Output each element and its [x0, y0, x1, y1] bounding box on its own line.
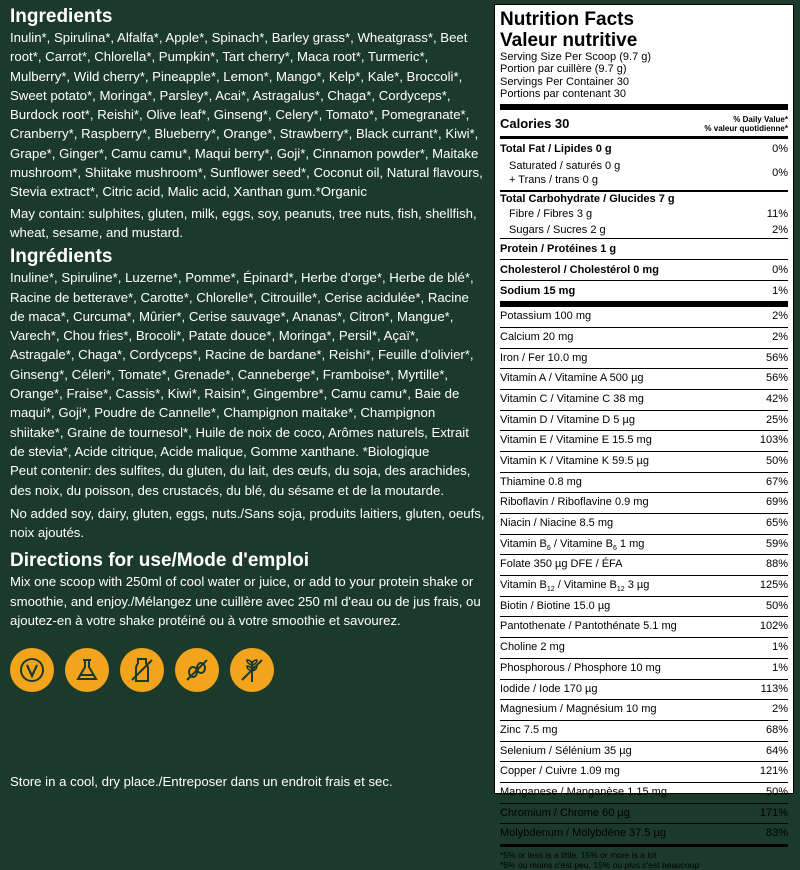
nutrient-label: Manganese / Manganèse 1.15 mg — [500, 785, 667, 798]
nutrient-row — [500, 492, 788, 513]
protein-row — [500, 238, 788, 259]
nutrient-pct: 56% — [765, 372, 788, 385]
fibre-label: Fibre / Fibres 3 g — [509, 208, 593, 221]
dv-header — [704, 115, 788, 133]
nutrient-row — [500, 761, 788, 782]
vegan-icon — [10, 648, 54, 692]
storage-text: Store in a cool, dry place./Entreposer dans un endroit frais et sec. — [10, 774, 393, 789]
nutrient-label: Vitamin E / Vitamine E 15.5 mg — [500, 434, 652, 447]
nutrient-label: Vitamin $B_6$ / Vitamine $B_6$ 1 mg — [500, 537, 645, 552]
nutrient-pct: 171% — [759, 806, 788, 819]
nutrient-label: Thiamine 0.8 mg — [500, 475, 582, 488]
footnote — [500, 847, 788, 870]
nutrient-row — [500, 534, 788, 555]
fat-row — [500, 139, 788, 159]
nutrient-pct: 65% — [765, 517, 788, 529]
nutrition-facts-panel — [494, 4, 794, 870]
ingredients-heading: Ingredients — [10, 6, 113, 27]
nutrient-pct: 69% — [765, 496, 788, 509]
protein-label: Protein / Protéines 1 g — [500, 243, 617, 256]
divider — [500, 104, 788, 110]
sugars-row — [500, 223, 788, 239]
nutrient-row — [500, 389, 788, 410]
fat-label: Total Fat / Lipides 0 g — [500, 142, 612, 155]
nutrient-row — [500, 575, 788, 596]
sodium-pct: 1% — [772, 285, 788, 298]
dv-header-fr: % valeur quotidienne* — [704, 123, 788, 133]
dv-header-en: % Daily Value* — [733, 114, 788, 124]
nutrient-label: Potassium 100 mg — [500, 310, 592, 323]
nutrient-pct: 1% — [772, 641, 788, 654]
nutrient-pct: 68% — [765, 723, 788, 736]
ingredients-fr-text: Inuline*, Spiruline*, Luzerne*, Pomme*, Épinard*, Herbe d'orge*, Herbe de blé*, Racine de betterave*, Carotte*, Chlorelle*, Citrouille*, Cerise acidulée*, Racine de maca*, Curcuma*, Mûrier*, Cerise sauvage*, Ananas*, Citron*, Mangue*, Varech*, Chou fries*, Brocoli*, Patate douce*, Moringa*, Persil*, Açaï*, Astragale*, Chaga*, Cordyceps*, Racine de bardane*, Reishi*, Feuille d'olivier*, Ginseng*, Céleri*, Tomate*, Grenade*, Canneberge*, Framboise*, Myrtille*, Orange*, Fraise*, Cassis*, Kiwi*, Raisin*, Gingembre*, Camu camu*, Baie de maqui*, Goji*, Poudre de Cannelle*, Champignon maitake*, Champignon shiitake*, Graine de tournesol*, Huile de noix de coco, Arômes naturels, Extrait de stevia*, Acide citrique, Acide malique, Gomme xanthane. *Biologique — [10, 270, 474, 459]
nutrient-pct: 2% — [772, 703, 788, 716]
nutrient-pct: 50% — [765, 454, 788, 467]
nutrient-pct: 125% — [759, 579, 788, 592]
sat-trans-row — [500, 159, 788, 187]
nutrient-pct: 64% — [765, 744, 788, 757]
nutrient-row — [500, 327, 788, 348]
nutrient-pct: 42% — [765, 392, 788, 405]
gluten-free-icon — [230, 648, 274, 692]
nutrient-pct: 88% — [765, 558, 788, 571]
micronutrient-list — [500, 307, 788, 844]
nutrient-row — [500, 410, 788, 431]
sodium-label: Sodium 15 mg — [500, 285, 576, 298]
nutrient-row — [500, 348, 788, 369]
directions-heading: Directions for use/Mode d'emploi — [10, 550, 310, 572]
nutrient-row — [500, 720, 788, 741]
no-dairy-icon — [120, 648, 164, 692]
nutrient-label: Selenium / Sélénium 35 µg — [500, 744, 632, 757]
carb-row — [500, 192, 788, 208]
nutrient-row — [500, 554, 788, 575]
cholesterol-label: Cholesterol / Cholestérol 0 mg — [500, 264, 659, 277]
nutrient-row — [500, 741, 788, 762]
nutrient-pct: 103% — [759, 434, 788, 447]
nutrient-label: Phosphorous / Phosphore 10 mg — [500, 661, 661, 674]
no-added-text: No added soy, dairy, gluten, eggs, nuts./Sans soja, produits laitiers, gluten, oeufs, noix ajoutés. — [10, 505, 485, 541]
nutrient-label: Pantothenate / Pantothénate 5.1 mg — [500, 620, 677, 633]
nutrient-label: Vitamin C / Vitamine C 38 mg — [500, 392, 644, 405]
trans-label: + Trans / trans 0 g — [509, 173, 598, 186]
nutrient-label: Niacin / Niacine 8.5 mg — [500, 517, 614, 529]
nutrient-row — [500, 803, 788, 824]
nutrient-pct: 50% — [765, 785, 788, 798]
nutrient-row — [500, 637, 788, 658]
nutrient-label: Vitamin A / Vitamine A 500 µg — [500, 372, 644, 385]
nutrient-row — [500, 679, 788, 700]
icon-row — [10, 648, 486, 692]
nutrient-pct: 1% — [772, 661, 788, 674]
ingredients-fr-heading: Ingrédients — [10, 246, 113, 268]
serving-size-fr: Portion par cuillère (9.7 g) — [500, 63, 627, 76]
nutrient-label: Chromium / Chrome 60 µg — [500, 806, 630, 819]
nutrient-label: Magnesium / Magnésium 10 mg — [500, 703, 657, 716]
sat-label: Saturated / saturés 0 g — [509, 159, 621, 172]
fibre-row — [500, 207, 788, 223]
servings-en: Servings Per Container 30 — [500, 75, 630, 88]
sugars-label: Sugars / Sucres 2 g — [509, 223, 606, 236]
servings-fr: Portions par contenant 30 — [500, 88, 626, 101]
nutrient-pct: 2% — [772, 330, 788, 343]
nutrient-row — [500, 699, 788, 720]
directions-text: Mix one scoop with 250ml of cool water or juice, or add to your protein shake or smoothie, and enjoy./Mélangez une cuillère avec 250 ml d'eau ou de jus frais, ou ajoutez-en à votre shake protéiné ou à votre smoothie et savourez. — [10, 574, 481, 629]
nutrient-pct: 50% — [765, 599, 788, 612]
nutrient-pct: 25% — [765, 413, 788, 426]
nutrient-pct: 121% — [759, 765, 788, 778]
nutrient-row — [500, 616, 788, 637]
nutrient-label: Zinc 7.5 mg — [500, 723, 558, 736]
nutrient-label: Molybdenum / Molybdène 37.5 µg — [500, 827, 666, 840]
nutrient-pct: 102% — [759, 620, 788, 633]
sugars-pct: 2% — [772, 223, 788, 236]
nutrient-row — [500, 823, 788, 844]
nutrient-label: Biotin / Biotine 15.0 µg — [500, 599, 611, 612]
nutrient-label: Calcium 20 mg — [500, 330, 574, 343]
calories-label: Calories 30 — [500, 116, 570, 132]
fat-pct: 0% — [772, 142, 788, 155]
ingredients-text: Inulin*, Spirulina*, Alfalfa*, Apple*, Spinach*, Barley grass*, Wheatgrass*, Beet root*, Carrot*, Chlorella*, Pumpkin*, Tart cherry*, Maca root*, Turmeric*, Mulberry*, Wild cherry*, Pineapple*, Lemon*, Mango*, Kelp*, Kale*, Broccoli*, Sweet potato*, Moringa*, Parsley*, Acai*, Astragalus*, Chaga*, Cordyceps*, Burdock root*, Reishi*, Olive leaf*, Ginseng*, Celery*, Tomato*, Pomegranate*, Cranberry*, Raspberry*, Blueberry*, Orange*, Strawberry*, Black currant*, Kiwi*, Grape*, Ginger*, Camu camu*, Maqui berry*, Goji*, Cinnamon powder*, Maitake mushroom*, Shiitake mushroom*, Sunflower seed*, Coconut oil, Natural flavours, Stevia extract*, Citric acid, Malic acid, Xanthan gum.*Organic — [10, 30, 483, 200]
cholesterol-pct: 0% — [772, 264, 788, 277]
sodium-row — [500, 280, 788, 301]
nutrient-label: Choline 2 mg — [500, 641, 565, 654]
carb-label: Total Carbohydrate / Glucides 7 g — [500, 192, 675, 205]
no-soy-icon — [175, 648, 219, 692]
nutrient-label: Folate 350 µg DFE / ÉFA — [500, 558, 623, 571]
nutrient-pct: 83% — [765, 827, 788, 840]
nutrient-label: Iron / Fer 10.0 mg — [500, 351, 588, 364]
nutrient-row — [500, 472, 788, 493]
nutrient-label: Vitamin D / Vitamine D 5 µg — [500, 413, 635, 426]
footnote-en: *5% or less is a little, 15% or more is a lot — [500, 850, 657, 860]
nutrient-pct: 113% — [760, 682, 788, 695]
left-column — [10, 6, 486, 692]
sat-pct: 0% — [772, 166, 788, 179]
nutrient-pct: 2% — [772, 310, 788, 323]
allergen-fr-text: Peut contenir: des sulfites, du gluten, du lait, des œufs, du soja, des arachides, des noix, du poisson, des crustacés, du blé, du sésame et de la moutarde. — [10, 463, 471, 498]
nutrition-title-fr: Valeur nutritive — [500, 30, 638, 51]
cholesterol-row — [500, 259, 788, 280]
nutrition-title-en: Nutrition Facts — [500, 9, 635, 30]
lab-tested-icon — [65, 648, 109, 692]
allergen-text: May contain: sulphites, gluten, milk, eggs, soy, peanuts, tree nuts, fish, shellfish, wheat, sesame, and mustard. — [10, 205, 477, 240]
calories-row — [500, 112, 788, 136]
nutrient-pct: 67% — [765, 475, 788, 488]
nutrient-row — [500, 596, 788, 617]
nutrient-pct: 56% — [765, 351, 788, 364]
nutrient-label: Vitamin $B_{12}$ / Vitamine $B_{12}$ 3 µg — [500, 579, 650, 594]
nutrient-label: Riboflavin / Riboflavine 0.9 mg — [500, 496, 649, 509]
nutrient-label: Iodide / Iode 170 µg — [500, 682, 598, 695]
nutrient-label: Copper / Cuivre 1.09 mg — [500, 765, 620, 778]
nutrient-row — [500, 430, 788, 451]
nutrient-pct: 59% — [765, 537, 788, 550]
fibre-pct: 11% — [766, 208, 788, 221]
footnote-fr: *5% ou moins c'est peu, 15% ou plus c'est beaucoup — [500, 860, 700, 870]
nutrient-row — [500, 451, 788, 472]
nutrient-row — [500, 307, 788, 327]
serving-size-en: Serving Size Per Scoop (9.7 g) — [500, 51, 652, 63]
nutrient-row — [500, 658, 788, 679]
nutrient-row — [500, 368, 788, 389]
nutrient-row — [500, 513, 788, 534]
nutrient-label: Vitamin K / Vitamine K 59.5 µg — [500, 454, 650, 467]
